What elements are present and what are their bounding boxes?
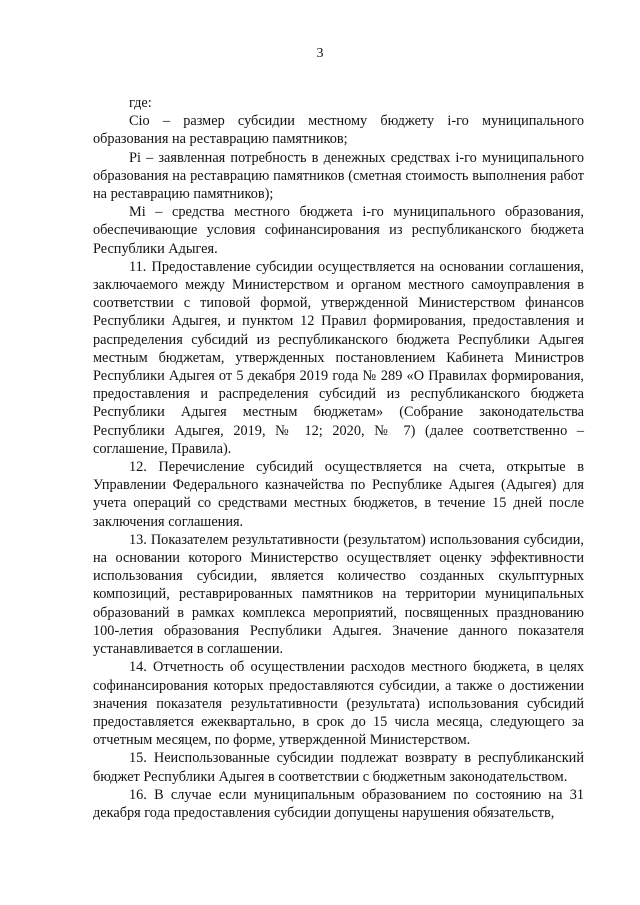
paragraph-11: 11. Предоставление субсидии осуществляется на основании соглашения, заключаемого между Министерством и органом местного самоуправления в соответствии с типовой формой, утвержденной Министерством финансов Республики Адыгея, и пунктом 12 Правил формирования, предоставления и распределения субсидий из республиканского бюджета Республики Адыгея местным бюджетам, утвержденных постановлением Кабинета Министров Республики Адыгея от 5 декабря 2019 года № 289 «О Правилах формирования, предоставления и распределения субсидий из республиканского бюджета Республики Адыгея местным бюджетам» (Собрание законодательства Республики Адыгея, 2019, № 12; 2020, № 7) (далее соответственно – соглашение, Правила).: [93, 258, 584, 457]
paragraph-14: 14. Отчетность об осуществлении расходов местного бюджета, в целях софинансирования которых предоставляются субсидии, а также о достижении значения показателя результативности (результата) использования субсидий предоставляется ежеквартально, в срок до 15 числа месяца, следующего за отчетным месяцем, по форме, утвержденной Министерством.: [93, 659, 584, 749]
paragraph-16: 16. В случае если муниципальным образованием по состоянию на 31 декабря года предоставления субсидии допущены нарушения обязательств,: [93, 786, 584, 821]
page-number: 3: [316, 46, 324, 61]
document-body: [93, 94, 584, 822]
paragraph-definition-mi: Мi – средства местного бюджета i-го муниципального образования, обеспечивающие условия софинансирования из республиканского бюджета Республики Адыгея.: [93, 204, 584, 257]
paragraph-where: где:: [129, 95, 152, 111]
paragraph-15: 15. Неиспользованные субсидии подлежат возврату в республиканский бюджет Республики Адыгея в соответствии с бюджетным законодательством.: [93, 750, 584, 785]
paragraph-definition-pi: Рi – заявленная потребность в денежных средствах i-го муниципального образования на реставрацию памятников (сметная стоимость выполнения работ на реставрацию памятников);: [93, 149, 584, 203]
paragraph-12: 12. Перечисление субсидий осуществляется на счета, открытые в Управлении Федерального казначейства по Республике Адыгея (Адыгея) для учета операций со средствами местных бюджетов, в течение 15 дней после заключения соглашения.: [93, 459, 584, 530]
paragraph-13: 13. Показателем результативности (результатом) использования субсидии, на основании которого Министерство осуществляет оценку эффективности использования субсидии, является количество созданных скульптурных композиций, реставрированных памятников на территории муниципальных образований в рамках комплекса мероприятий, посвященных празднованию 100-летия образования Республики Адыгея. Значение данного показателя устанавливается в соглашении.: [93, 531, 584, 658]
paragraph-definition-cio: Сiо – размер субсидии местному бюджету i-го муниципального образования на реставрацию памятников;: [93, 113, 584, 148]
